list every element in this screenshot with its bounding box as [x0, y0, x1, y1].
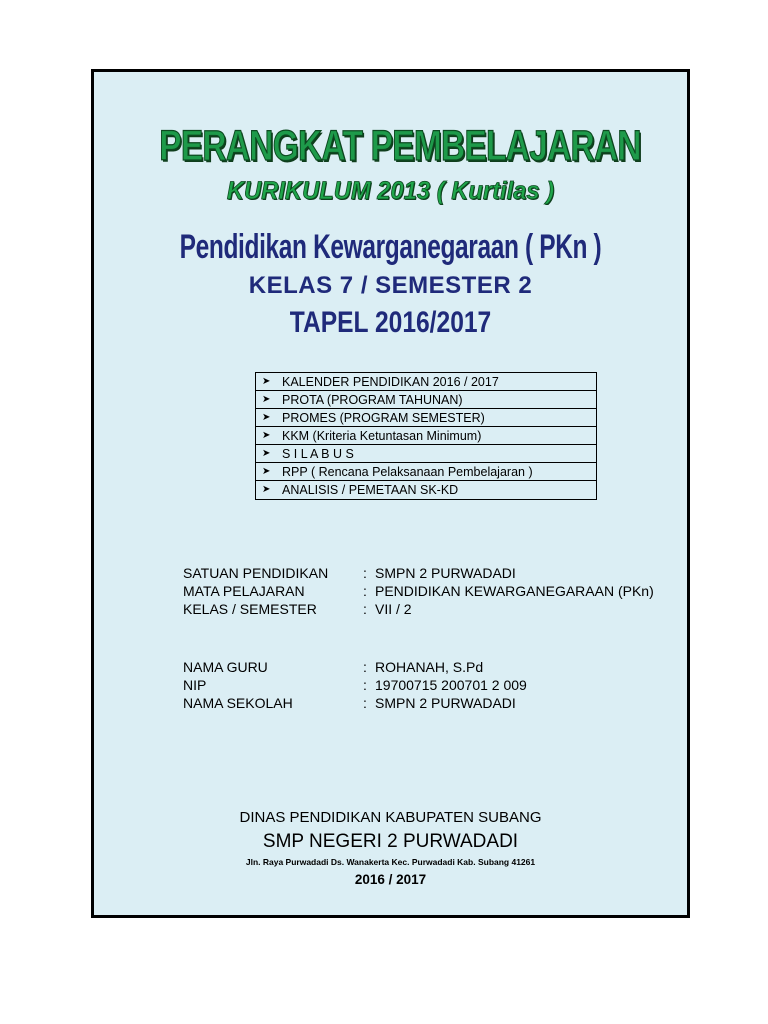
info-row: NIP : 19700715 200701 2 009 — [183, 677, 527, 693]
list-item: ➤ ANALISIS / PEMETAAN SK-KD — [262, 483, 459, 497]
subject-heading: Pendidikan Kewarganegaraan ( PKn ) — [179, 228, 602, 266]
arrow-bullet-icon: ➤ — [262, 393, 271, 405]
arrow-bullet-icon: ➤ — [262, 484, 271, 495]
list-item: ➤ PROTA (PROGRAM TAHUNAN) — [256, 391, 596, 409]
arrow-bullet-icon: ➤ — [262, 465, 271, 477]
list-item: ➤ RPP ( Rencana Pelaksanaan Pembelajaran ) — [256, 463, 596, 481]
info-row: MATA PELAJARAN : PENDIDIKAN KEWARGANEGARAAN (PKn) — [183, 583, 654, 599]
contents-list — [255, 372, 597, 500]
list-item: ➤ KALENDER PENDIDIKAN 2016 / 2017 — [256, 373, 596, 391]
info-row: NAMA SEKOLAH : SMPN 2 PURWADADI — [183, 695, 516, 711]
arrow-bullet-icon: ➤ — [262, 375, 271, 387]
arrow-bullet-icon: ➤ — [262, 429, 271, 441]
school-name: SMP NEGERI 2 PURWADADI — [262, 831, 519, 852]
school-address: Jln. Raya Purwadadi Ds. Wanakerta Kec. Purwadadi Kab. Subang 41261 — [245, 857, 536, 867]
school-info-block — [183, 564, 654, 618]
list-item: ➤ PROMES (PROGRAM SEMESTER) — [256, 409, 596, 427]
info-row: KELAS / SEMESTER : VII / 2 — [183, 601, 412, 617]
arrow-bullet-icon: ➤ — [262, 411, 271, 423]
cover-page — [91, 69, 690, 918]
info-row: SATUAN PENDIDIKAN : SMPN 2 PURWADADI — [183, 565, 516, 581]
arrow-bullet-icon: ➤ — [262, 447, 271, 459]
school-year-heading: TAPEL 2016/2017 — [289, 306, 492, 339]
class-semester-heading: KELAS 7 / SEMESTER 2 — [248, 272, 533, 299]
list-item: ➤ KKM (Kriteria Ketuntasan Minimum) — [256, 427, 596, 445]
list-item: ➤ S I L A B U S — [256, 445, 596, 463]
footer-year: 2016 / 2017 — [354, 872, 427, 887]
info-row: NAMA GURU : ROHANAH, S.Pd — [183, 659, 484, 675]
teacher-info-block — [183, 658, 527, 712]
document-title: PERANGKAT PEMBELAJARAN — [159, 122, 641, 170]
agency-name: DINAS PENDIDIKAN KABUPATEN SUBANG — [239, 809, 542, 826]
curriculum-subtitle: KURIKULUM 2013 ( Kurtilas ) — [226, 177, 555, 205]
